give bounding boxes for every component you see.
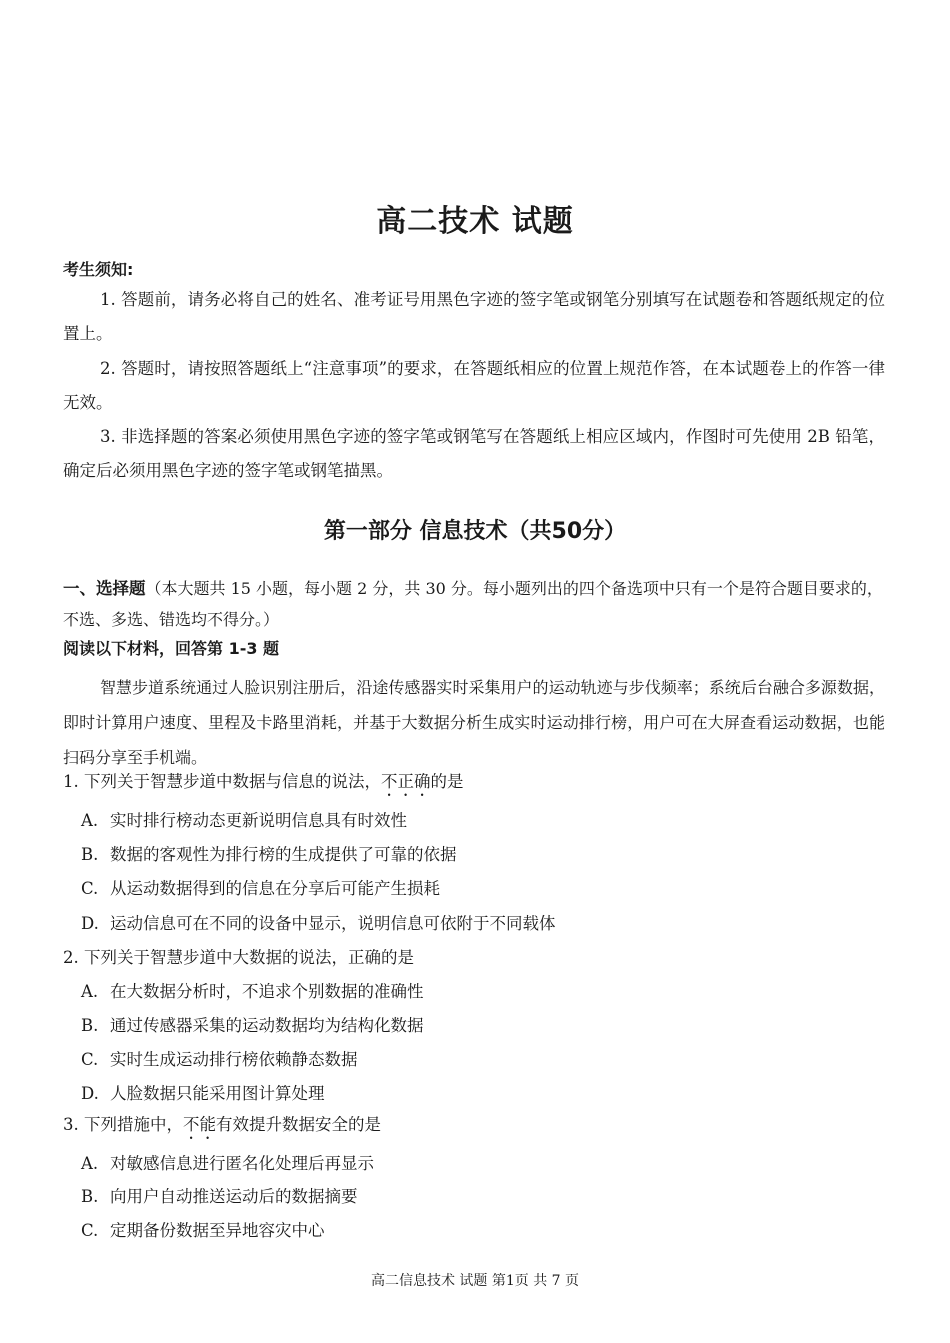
choice-description: （本大题共 15 小题，每小题 2 分，共 30 分。每小题列出的四个备选项中只有一个是符合题目要求的，不选、多选、错选均不得分。） — [63, 579, 883, 629]
question-2-option-d: D. 人脸数据只能采用图计算处理 — [81, 1084, 325, 1103]
section-title: 第一部分 信息技术（共50分） — [323, 519, 627, 544]
question-1-option-b: B. 数据的客观性为排行榜的生成提供了可靠的依据 — [81, 845, 457, 864]
reading-heading: 阅读以下材料，回答第 1-3 题 — [63, 639, 280, 658]
question-2-option-c: C. 实时生成运动排行榜依赖静态数据 — [81, 1050, 358, 1069]
question-2-stem: 2. 下列关于智慧步道中大数据的说法，正确的是 — [63, 948, 414, 967]
page-title: 高二技术 试题 — [376, 204, 574, 239]
question-3-option-c: C. 定期备份数据至异地容灾中心 — [81, 1221, 325, 1240]
notice-heading: 考生须知: — [63, 260, 134, 279]
reading-material: 智慧步道系统通过人脸识别注册后，沿途传感器实时采集用户的运动轨迹与步伐频率；系统后台融合多源数据，即时计算用户速度、里程及卡路里消耗，并基于大数据分析生成实时运动排行榜，用户可在大屏查看运动数据，也能扫码分享至手机端。 — [63, 678, 885, 767]
question-1-option-a: A. 实时排行榜动态更新说明信息具有时效性 — [81, 811, 407, 830]
emphasis-mark: 不正确 — [381, 772, 431, 791]
question-1-option-c: C. 从运动数据得到的信息在分享后可能产生损耗 — [81, 879, 440, 898]
notice-item-2: 2. 答题时，请按照答题纸上“注意事项”的要求，在答题纸相应的位置上规范作答，在本试题卷上的作答一律无效。 — [63, 359, 885, 412]
question-3-option-a: A. 对敏感信息进行匿名化处理后再显示 — [81, 1154, 374, 1173]
question-3-option-b: B. 向用户自动推送运动后的数据摘要 — [81, 1187, 358, 1206]
question-1-stem: 1. 下列关于智慧步道中数据与信息的说法，不正确的是 — [63, 772, 464, 791]
emphasis-mark: 不能 — [183, 1115, 216, 1134]
question-2-option-b: B. 通过传感器采集的运动数据均为结构化数据 — [81, 1016, 424, 1035]
page-footer: 高二信息技术 试题 第1页 共 7 页 — [370, 1273, 580, 1289]
question-2-option-a: A. 在大数据分析时，不追求个别数据的准确性 — [81, 982, 424, 1001]
question-3-stem: 3. 下列措施中，不能有效提升数据安全的是 — [63, 1115, 381, 1134]
notice-item-1: 1. 答题前，请务必将自己的姓名、准考证号用黑色字迹的签字笔或钢笔分别填写在试题卷和答题纸规定的位置上。 — [63, 290, 885, 343]
question-1-option-d: D. 运动信息可在不同的设备中显示，说明信息可依附于不同载体 — [81, 914, 556, 933]
choice-instructions — [63, 573, 885, 635]
choice-label: 一、选择题 — [63, 579, 146, 598]
notice-item-3: 3. 非选择题的答案必须使用黑色字迹的签字笔或钢笔写在答题纸上相应区域内，作图时可先使用 2B 铅笔，确定后必须用黑色字迹的签字笔或钢笔描黑。 — [63, 427, 885, 480]
